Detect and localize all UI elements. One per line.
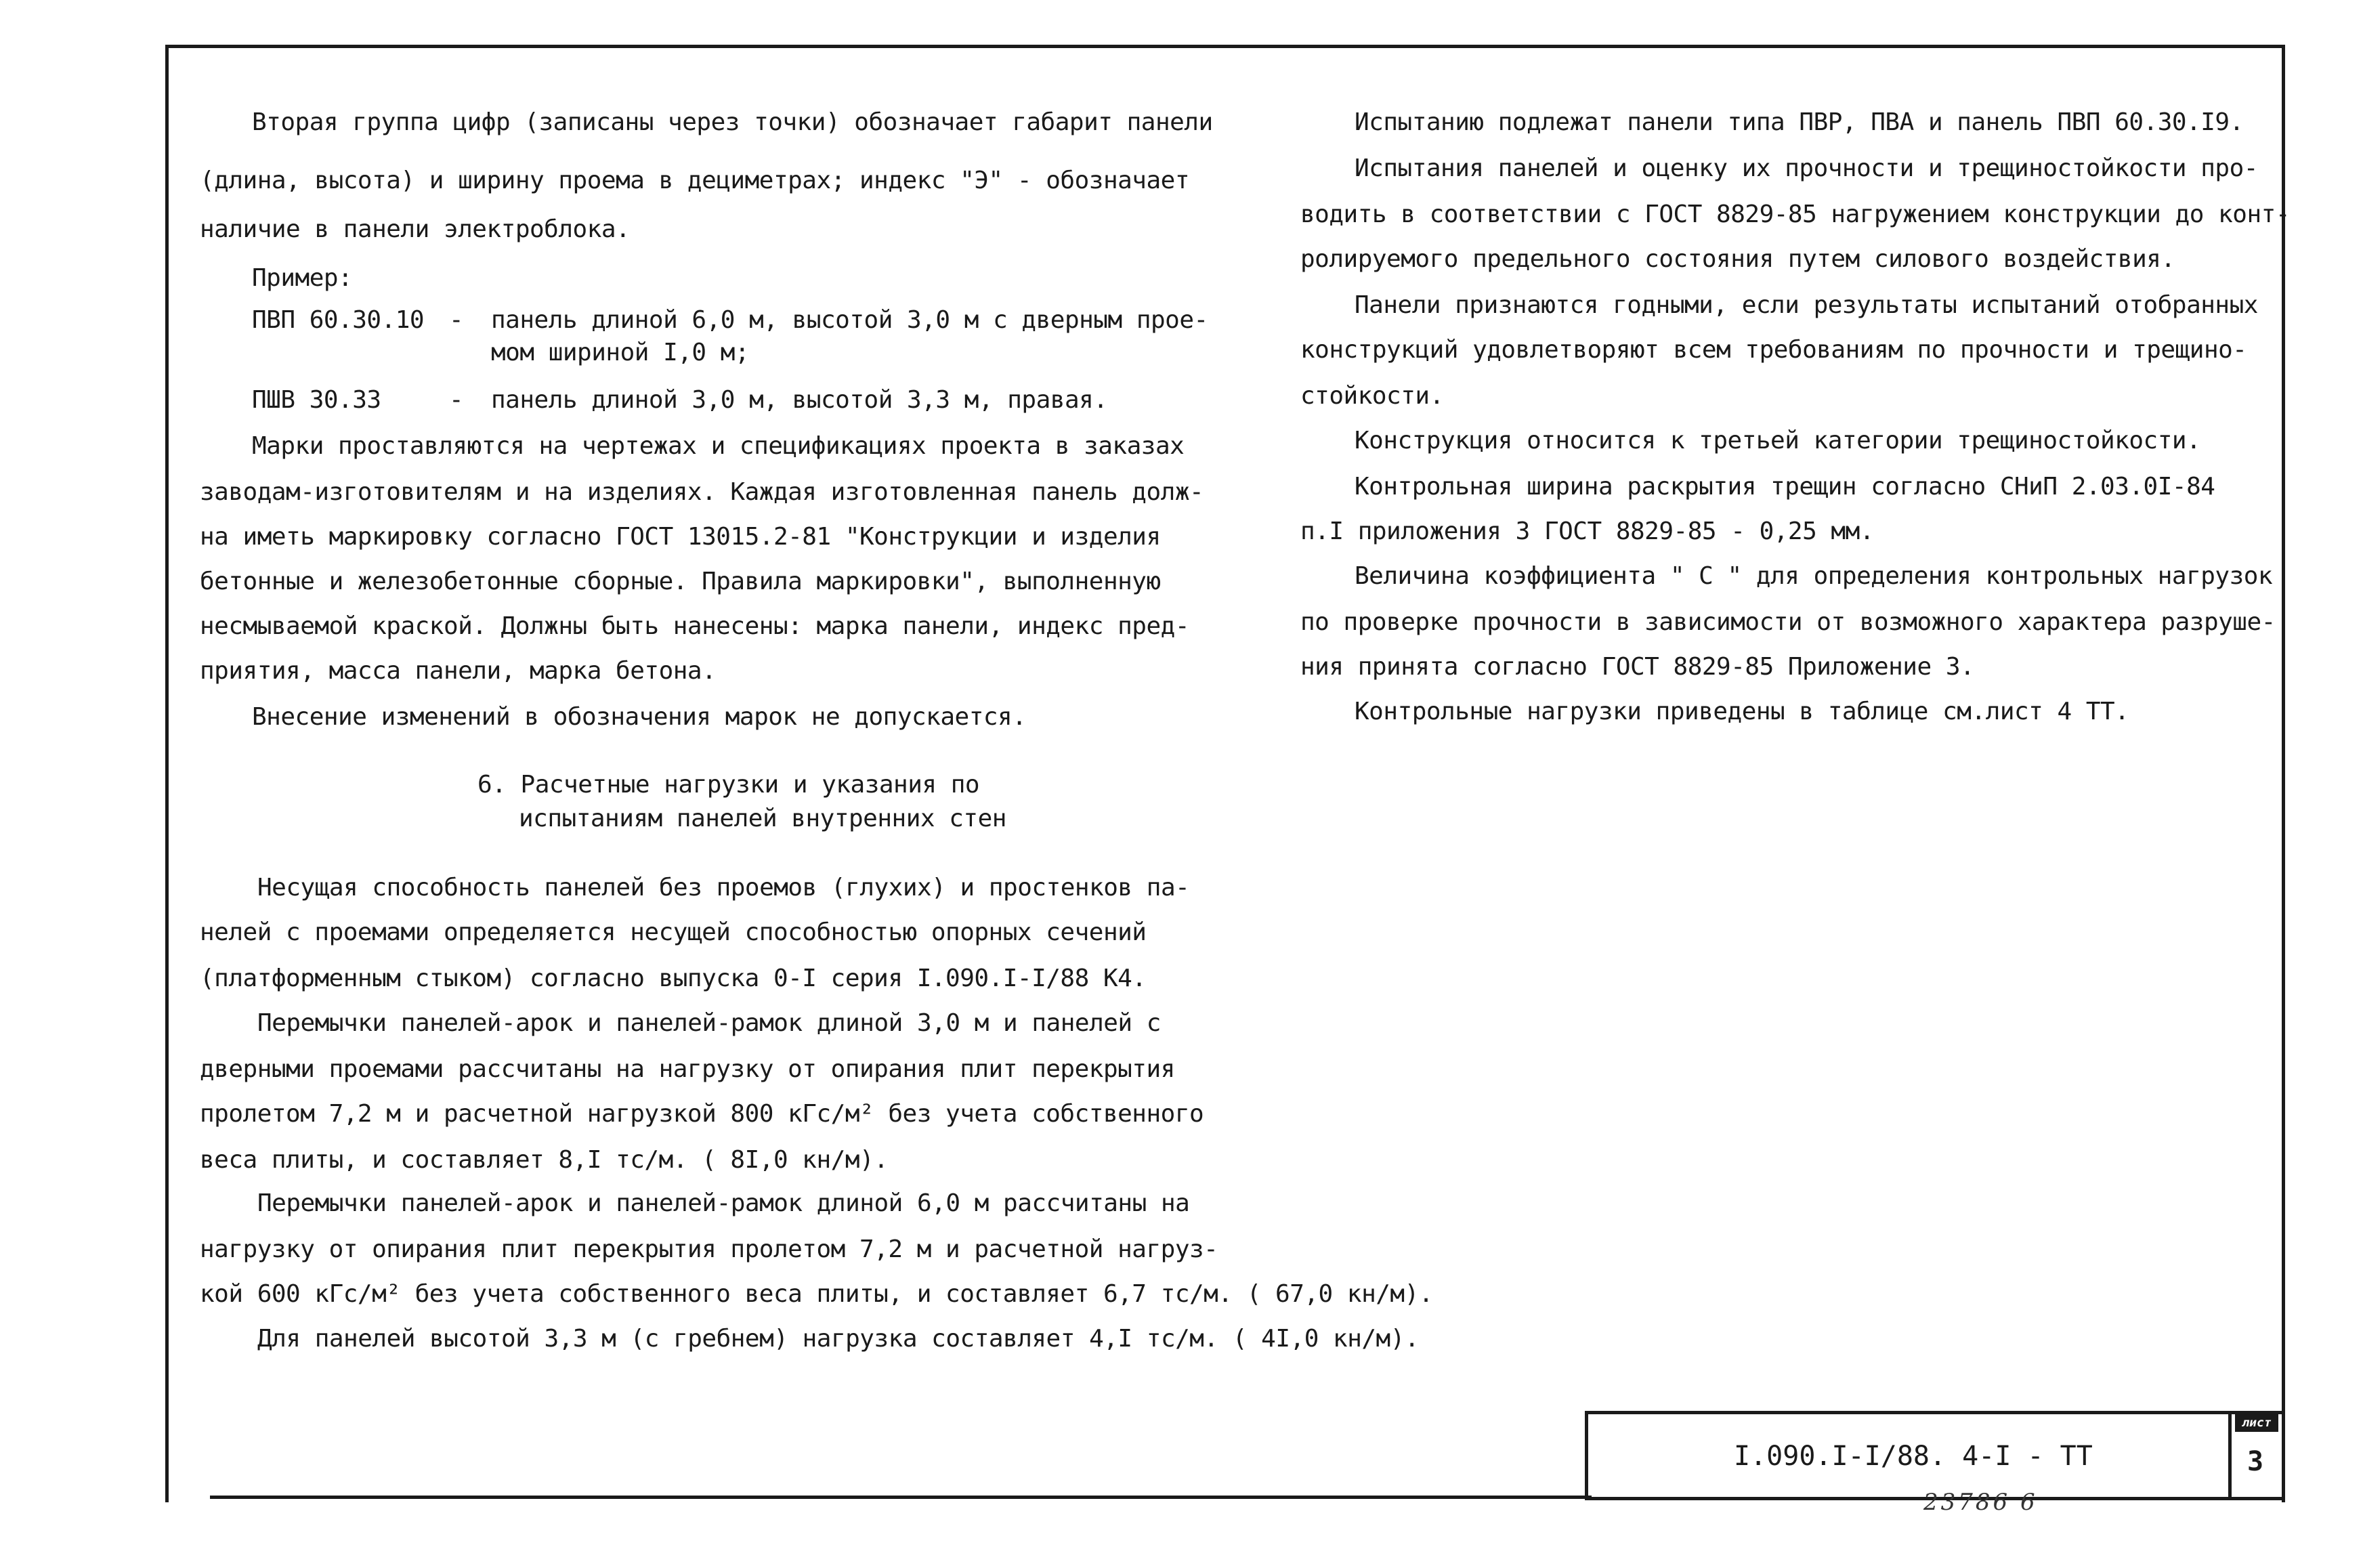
bottom-line-mid bbox=[962, 1496, 1592, 1499]
section-heading: испытаниям панелей внутренних стен bbox=[519, 805, 1006, 832]
example-code: ПШВ 30.33 bbox=[252, 386, 381, 414]
text-line: Перемычки панелей-арок и панелей-рамок длиной 3,0 м и панелей с bbox=[257, 1009, 1161, 1037]
text-line: конструкций удовлетворяют всем требованиям по прочности и трещино- bbox=[1300, 336, 2247, 364]
document-code: I.090.I-I/88. 4-I - ТТ bbox=[1734, 1441, 2093, 1472]
text-line: на иметь маркировку согласно ГОСТ 13015.2-81 "Конструкции и изделия bbox=[200, 523, 1161, 551]
example-dash: - bbox=[449, 306, 464, 334]
text-line: Перемычки панелей-арок и панелей-рамок длиной 6,0 м рассчитаны на bbox=[257, 1189, 1190, 1217]
text-line: нагрузку от опирания плит перекрытия пролетом 7,2 м и расчетной нагруз- bbox=[200, 1235, 1218, 1263]
text-line: нелей с проемами определяется несущей способностью опорных сечений bbox=[200, 918, 1147, 946]
text-line: Внесение изменений в обозначения марок не допускается. bbox=[252, 703, 1027, 731]
text-line: Несущая способность панелей без проемов (глухих) и простенков па- bbox=[257, 874, 1190, 902]
text-line: Панели признаются годными, если результаты испытаний отобранных bbox=[1355, 291, 2258, 319]
text-line: ролируемого предельного состояния путем силового воздействия. bbox=[1300, 245, 2175, 273]
text-line: Вторая группа цифр (записаны через точки) обозначает габарит панели bbox=[252, 108, 1213, 136]
text-line: наличие в панели электроблока. bbox=[200, 215, 631, 243]
text-line: бетонные и железобетонные сборные. Правила маркировки", выполненную bbox=[200, 568, 1161, 595]
sheet-label: лист bbox=[2235, 1414, 2278, 1432]
text-line: Величина коэффициента " С " для определения контрольных нагрузок bbox=[1355, 562, 2273, 590]
text-line: кой 600 кГс/м² без учета собственного веса плиты, и составляет 6,7 тс/м. ( 67,0 кн/м). bbox=[200, 1280, 1433, 1308]
text-line: (длина, высота) и ширину проема в дециметрах; индекс "Э" - обозначает bbox=[200, 167, 1189, 194]
text-line: Конструкция относится к третьей категории трещиностойкости. bbox=[1355, 427, 2201, 454]
bottom-line-left bbox=[210, 1496, 962, 1499]
example-label: Пример: bbox=[252, 264, 353, 292]
example-text: панель длиной 3,0 м, высотой 3,3 м, правая. bbox=[491, 386, 1108, 414]
text-line: Контрольная ширина раскрытия трещин согласно СНиП 2.03.0I-84 bbox=[1355, 473, 2215, 501]
handwritten-number: 23786 6 bbox=[1923, 1489, 2038, 1516]
example-code: ПВП 60.30.10 bbox=[252, 306, 425, 334]
example-text: панель длиной 6,0 м, высотой 3,0 м с дверным прое- bbox=[491, 306, 1208, 334]
text-line: веса плиты, и составляет 8,I тс/м. ( 8I,0 кн/м). bbox=[200, 1146, 889, 1174]
text-line: заводам-изготовителям и на изделиях. Каждая изготовленная панель долж- bbox=[200, 478, 1204, 506]
text-line: Испытания панелей и оценку их прочности и трещиностойкости про- bbox=[1355, 154, 2258, 182]
text-line: (платформенным стыком) согласно выпуска 0-I серия I.090.I-I/88 К4. bbox=[200, 965, 1147, 992]
text-line: по проверке прочности в зависимости от возможного характера разруше- bbox=[1300, 608, 2276, 636]
text-line: ния принята согласно ГОСТ 8829-85 Приложение 3. bbox=[1300, 653, 1975, 681]
text-line: приятия, масса панели, марка бетона. bbox=[200, 657, 717, 685]
text-line: п.I приложения 3 ГОСТ 8829-85 - 0,25 мм. bbox=[1300, 517, 1874, 545]
example-text: мом шириной I,0 м; bbox=[491, 339, 750, 366]
sheet-number: 3 bbox=[2247, 1446, 2264, 1477]
text-line: Контрольные нагрузки приведены в таблице см.лист 4 ТТ. bbox=[1355, 698, 2129, 725]
text-line: Испытанию подлежат панели типа ПВР, ПВА и панель ПВП 60.30.I9. bbox=[1355, 108, 2244, 136]
text-line: несмываемой краской. Должны быть нанесены: марка панели, индекс пред- bbox=[200, 612, 1189, 640]
text-line: Марки проставляются на чертежах и спецификациях проекта в заказах bbox=[252, 432, 1185, 460]
text-line: водить в соответствии с ГОСТ 8829-85 нагружением конструкции до конт- bbox=[1300, 200, 2290, 228]
text-line: пролетом 7,2 м и расчетной нагрузкой 800 кГс/м² без учета собственного bbox=[200, 1100, 1204, 1128]
example-dash: - bbox=[449, 386, 464, 414]
text-line: Для панелей высотой 3,3 м (с гребнем) нагрузка составляет 4,I тс/м. ( 4I,0 кн/м). bbox=[257, 1325, 1420, 1353]
section-heading: 6. Расчетные нагрузки и указания по bbox=[477, 771, 980, 799]
text-line: дверными проемами рассчитаны на нагрузку от опирания плит перекрытия bbox=[200, 1055, 1175, 1083]
text-line: стойкости. bbox=[1300, 382, 1444, 410]
